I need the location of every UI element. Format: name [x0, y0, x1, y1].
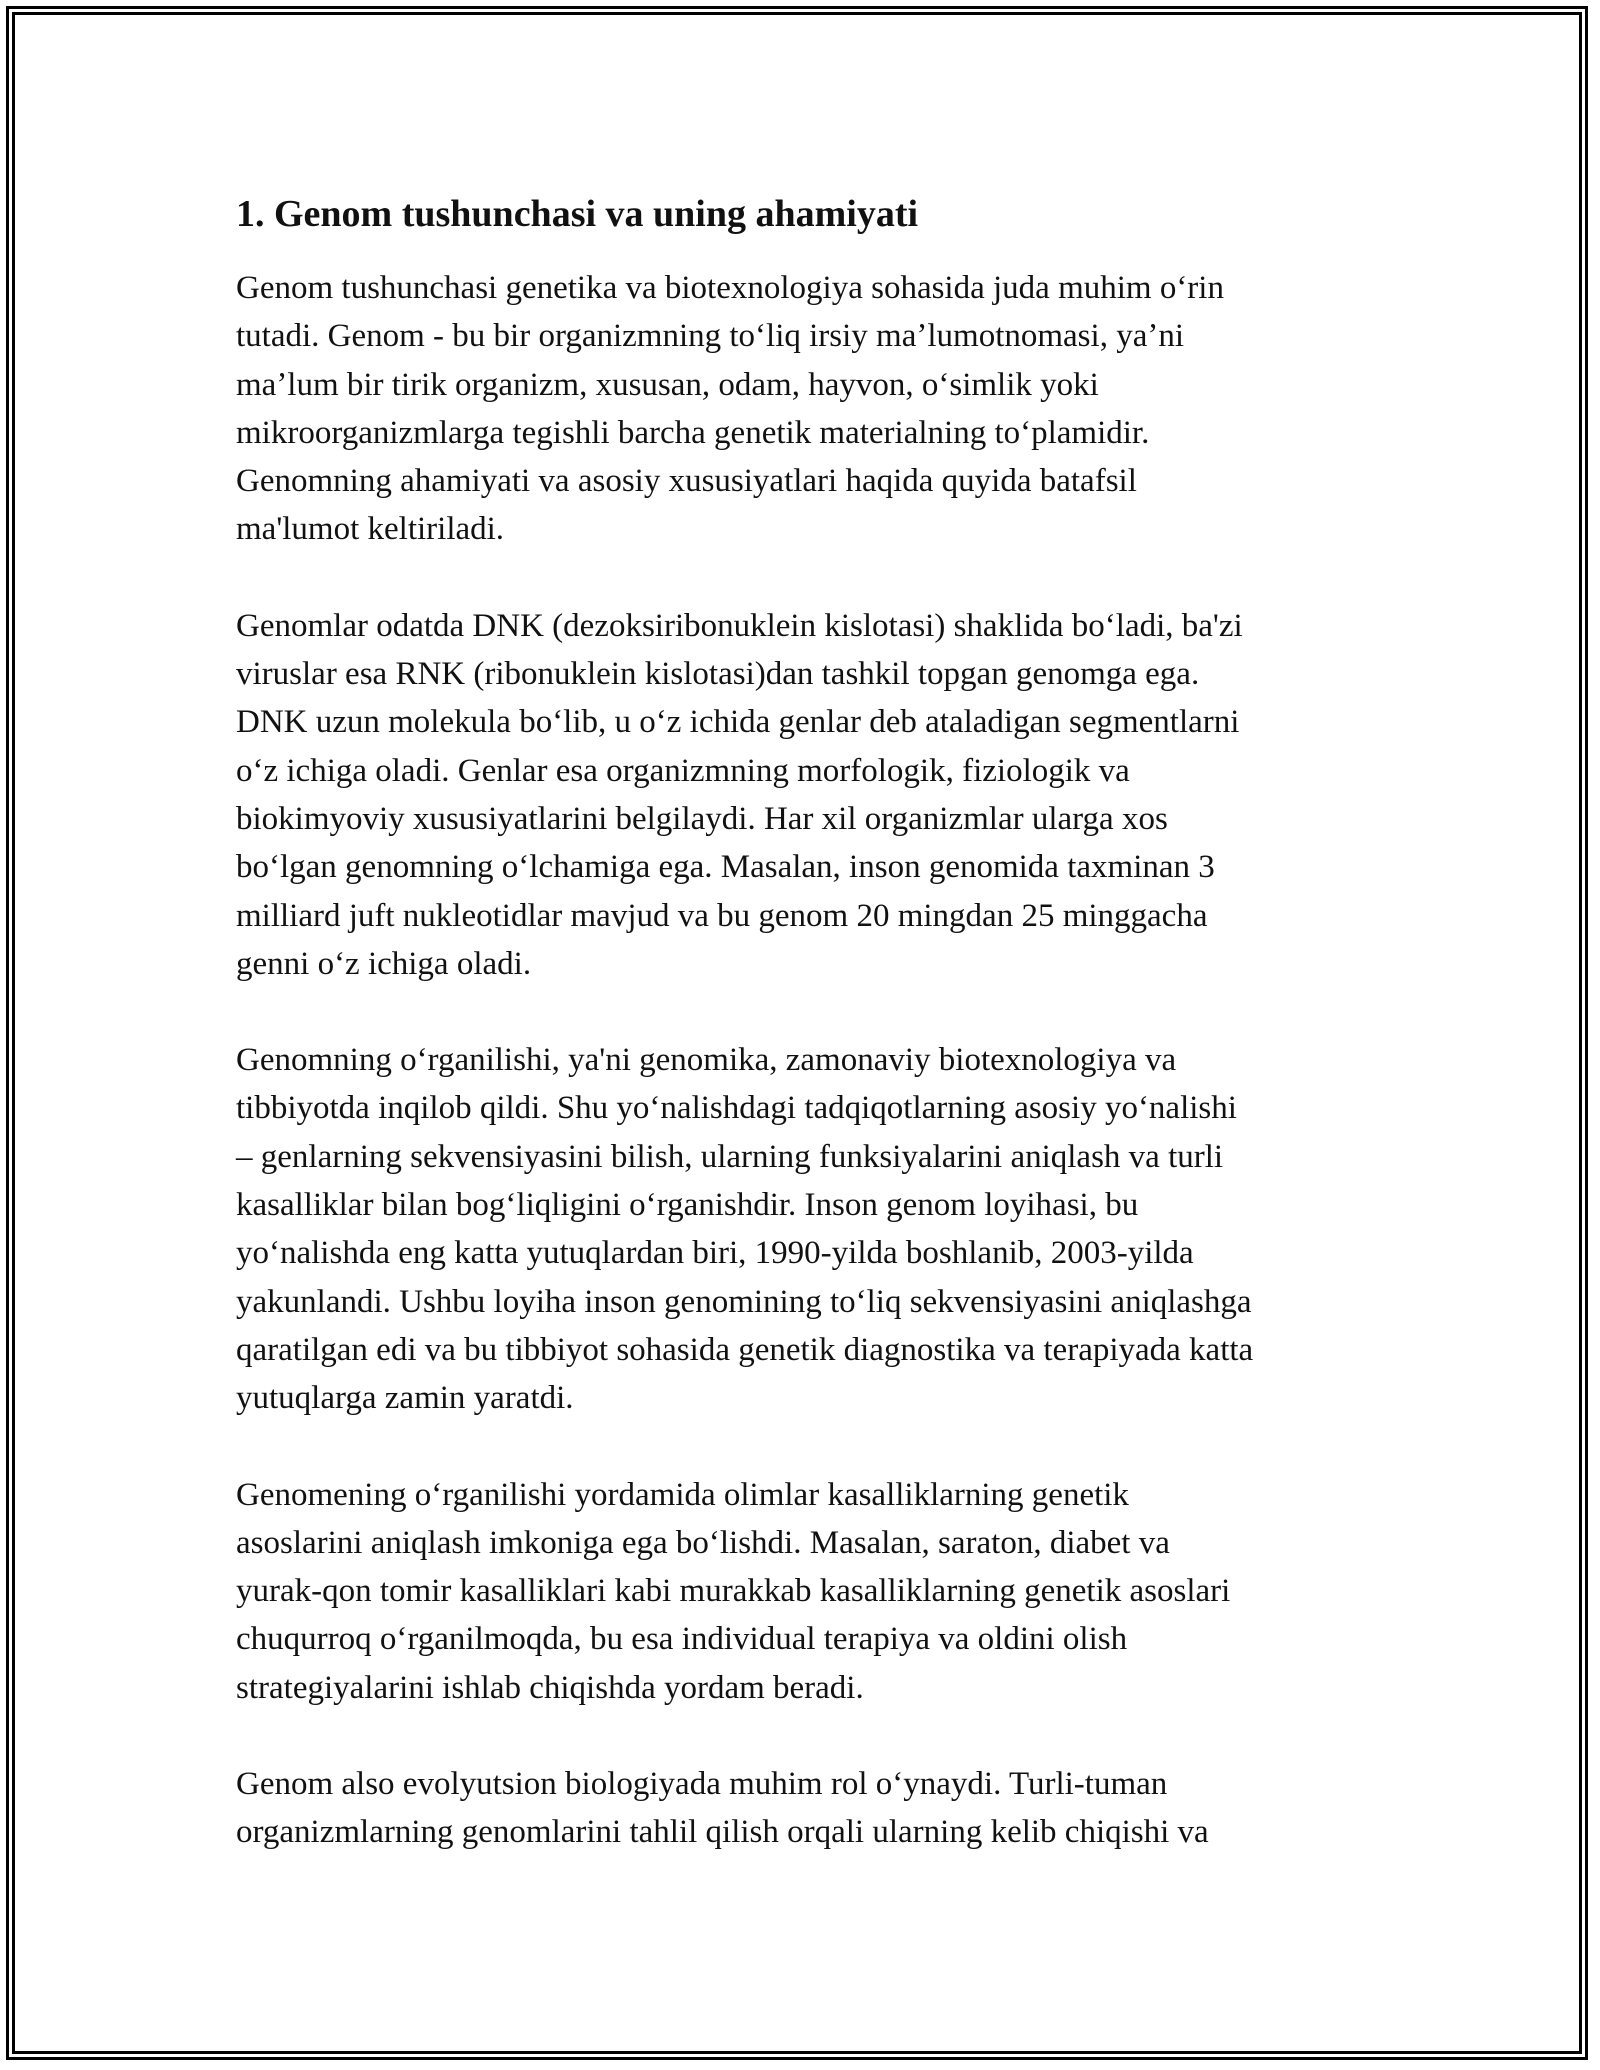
text-line: Genom also evolyutsion biologiyada muhim rol oʻynaydi. Turli-tuman [236, 1766, 1168, 1803]
text-line: yutuqlarga zamin yaratdi. [236, 1380, 574, 1417]
text-line: biokimyoviy xususiyatlarini belgilaydi. Har xil organizmlar ularga xos [236, 800, 1168, 837]
text-line: maʼlum bir tirik organizm, xususan, odam, hayvon, oʻsimlik yoki [236, 366, 1099, 403]
text-line: mikroorganizmlarga tegishli barcha genetik materialning toʻplamidir. [236, 414, 1150, 451]
paragraph [236, 1760, 1376, 1857]
text-line: viruslar esa RNK (ribonuklein kislotasi)dan tashkil topgan genomga ega. [236, 656, 1200, 693]
text-line: kasalliklar bilan bogʻliqligini oʻrganishdir. Inson genom loyihasi, bu [236, 1187, 1139, 1224]
paragraph [236, 1036, 1376, 1422]
text-line: qaratilgan edi va bu tibbiyot sohasida genetik diagnostika va terapiyada katta [236, 1331, 1254, 1368]
document-body [236, 184, 1376, 1905]
text-line: Genomning ahamiyati va asosiy xususiyatlari haqida quyida batafsil [236, 463, 1137, 500]
text-line: Genomening oʻrganilishi yordamida olimlar kasalliklarning genetik [236, 1476, 1129, 1513]
text-line: Genom tushunchasi genetika va biotexnologiya sohasida juda muhim oʻrin [236, 270, 1224, 306]
text-line: genni oʻz ichiga oladi. [236, 945, 532, 982]
text-line: yurak-qon tomir kasalliklari kabi murakkab kasalliklarning genetik asoslari [236, 1573, 1231, 1610]
text-line: Genomlar odatda DNK (dezoksiribonuklein kislotasi) shaklida boʻladi, ba'zi [236, 607, 1243, 644]
text-line: strategiyalarini ishlab chiqishda yordam beradi. [236, 1669, 864, 1706]
text-line: chuqurroq oʻrganilmoqda, bu esa individual terapiya va oldini olish [236, 1621, 1128, 1658]
text-line: – genlarning sekvensiyasini bilish, ularning funksiyalarini aniqlash va turli [236, 1138, 1224, 1175]
text-line: oʻz ichiga oladi. Genlar esa organizmning morfologik, fiziologik va [236, 752, 1130, 789]
text-line: milliard juft nukleotidlar mavjud va bu genom 20 mingdan 25 minggacha [236, 897, 1208, 934]
text-line: organizmlarning genomlarini tahlil qilish orqali ularning kelib chiqishi va [236, 1814, 1209, 1851]
text-line: asoslarini aniqlash imkoniga ega boʻlishdi. Masalan, saraton, diabet va [236, 1524, 1170, 1561]
text-line: ma'lumot keltiriladi. [236, 511, 505, 548]
paragraph [236, 602, 1376, 988]
text-line: boʻlgan genomning oʻlchamiga ega. Masalan, inson genomida taxminan 3 [236, 849, 1215, 886]
text-line: yakunlandi. Ushbu loyiha inson genomining toʻliq sekvensiyasini aniqlashga [236, 1283, 1252, 1320]
paragraph [236, 1471, 1376, 1712]
text-line: Genomning oʻrganilishi, ya'ni genomika, zamonaviy biotexnologiya va [236, 1042, 1177, 1079]
text-line: yoʻnalishda eng katta yutuqlardan biri, 1990-yilda boshlanib, 2003-yilda [236, 1235, 1194, 1272]
text-line: tibbiyotda inqilob qildi. Shu yoʻnalishdagi tadqiqotlarning asosiy yoʻnalishi [236, 1090, 1237, 1127]
section-heading: 1. Genom tushunchasi va uning ahamiyati [236, 193, 919, 235]
paragraph [236, 264, 1376, 554]
text-line: DNK uzun molekula boʻlib, u oʻz ichida genlar deb ataladigan segmentlarni [236, 704, 1240, 741]
text-line: tutadi. Genom - bu bir organizmning toʻliq irsiy maʼlumotnomasi, yaʼni [236, 318, 1184, 355]
